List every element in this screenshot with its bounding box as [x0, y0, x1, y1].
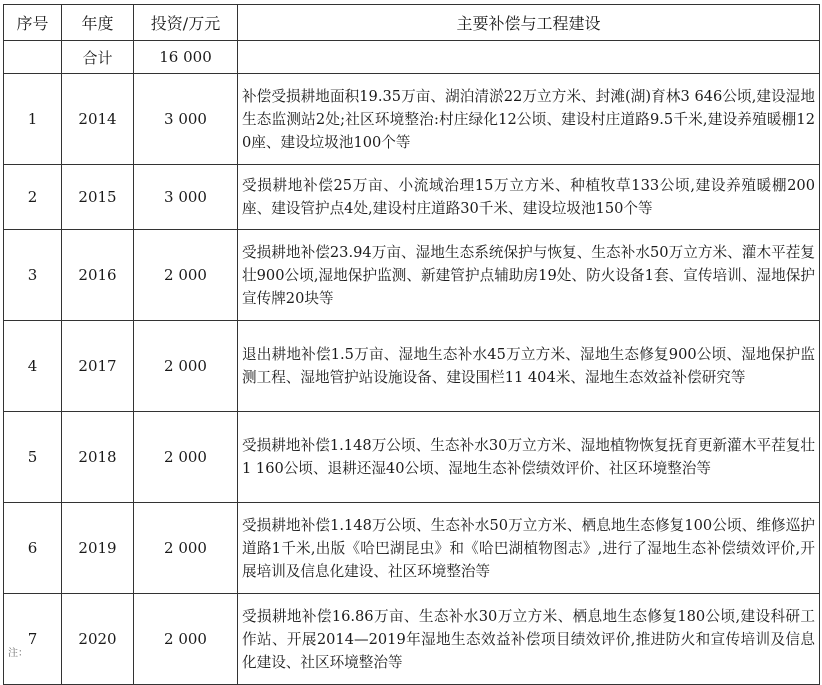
row-amount: 2 000 [134, 594, 238, 685]
footnote-mark: 注： [8, 648, 28, 659]
table-row [4, 412, 820, 503]
row-description: 受损耕地补偿1.148万公顷、生态补水50万立方米、栖息地生态修复100公顷、维修巡护道路1千米,出版《哈巴湖昆虫》和《哈巴湖植物图志》,进行了湿地生态补偿绩效评价,开展培训及信息化建设、社区环境整治等 [238, 503, 820, 594]
total-description-cell [238, 41, 820, 74]
row-description: 退出耕地补偿1.5万亩、湿地生态补水45万立方米、湿地生态修复900公顷、湿地保护监测工程、湿地管护站设施设备、建设围栏11 404米、湿地生态效益补偿研究等 [238, 321, 820, 412]
row-year: 2020 [62, 594, 134, 685]
total-row [4, 41, 820, 74]
row-amount: 3 000 [134, 165, 238, 230]
row-description: 受损耕地补偿23.94万亩、湿地生态系统保护与恢复、生态补水50万立方米、灌木平茬复壮900公顷,湿地保护监测、新建管护点辅助房19处、防火设备1套、宣传培训、湿地保护宣传牌20块等 [238, 230, 820, 321]
total-label: 合计 [62, 41, 134, 74]
row-amount: 2 000 [134, 412, 238, 503]
row-year: 2017 [62, 321, 134, 412]
row-year: 2018 [62, 412, 134, 503]
row-amount: 2 000 [134, 321, 238, 412]
row-description: 受损耕地补偿1.148万公顷、生态补水30万立方米、湿地植物恢复抚育更新灌木平茬复壮1 160公顷、退耕还湿40公顷、湿地生态补偿绩效评价、社区环境整治等 [238, 412, 820, 503]
row-amount: 3 000 [134, 74, 238, 165]
table-row [4, 503, 820, 594]
row-index: 6 [4, 503, 62, 594]
row-year: 2019 [62, 503, 134, 594]
table-row [4, 165, 820, 230]
row-amount: 2 000 [134, 230, 238, 321]
row-year: 2015 [62, 165, 134, 230]
row-description: 补偿受损耕地面积19.35万亩、湖泊清淤22万立方米、封滩(湖)育林3 646公顷,建设湿地生态监测站2处;社区环境整治:村庄绿化12公顷、建设村庄道路9.5千米,建设养殖暖棚120座、建设垃圾池100个等 [238, 74, 820, 165]
header-year: 年度 [62, 5, 134, 41]
row-year: 2016 [62, 230, 134, 321]
table-row [4, 230, 820, 321]
table-row [4, 74, 820, 165]
total-index-cell [4, 41, 62, 74]
row-index: 7 [4, 594, 62, 685]
row-index: 3 [4, 230, 62, 321]
row-index: 4 [4, 321, 62, 412]
compensation-table [3, 4, 820, 685]
table-row [4, 321, 820, 412]
row-description: 受损耕地补偿16.86万亩、生态补水30万立方米、栖息地生态修复180公顷,建设科研工作站、开展2014—2019年湿地生态效益补偿项目绩效评价,推进防火和宣传培训及信息化建设、社区环境整治等 [238, 594, 820, 685]
header-content: 主要补偿与工程建设 [238, 5, 820, 41]
header-investment: 投资/万元 [134, 5, 238, 41]
row-amount: 2 000 [134, 503, 238, 594]
table-row [4, 594, 820, 685]
row-index: 5 [4, 412, 62, 503]
total-amount: 16 000 [134, 41, 238, 74]
row-index: 1 [4, 74, 62, 165]
row-description: 受损耕地补偿25万亩、小流域治理15万立方米、种植牧草133公顷,建设养殖暖棚200座、建设管护点4处,建设村庄道路30千米、建设垃圾池150个等 [238, 165, 820, 230]
row-year: 2014 [62, 74, 134, 165]
row-index: 2 [4, 165, 62, 230]
header-index: 序号 [4, 5, 62, 41]
header-row [4, 5, 820, 41]
